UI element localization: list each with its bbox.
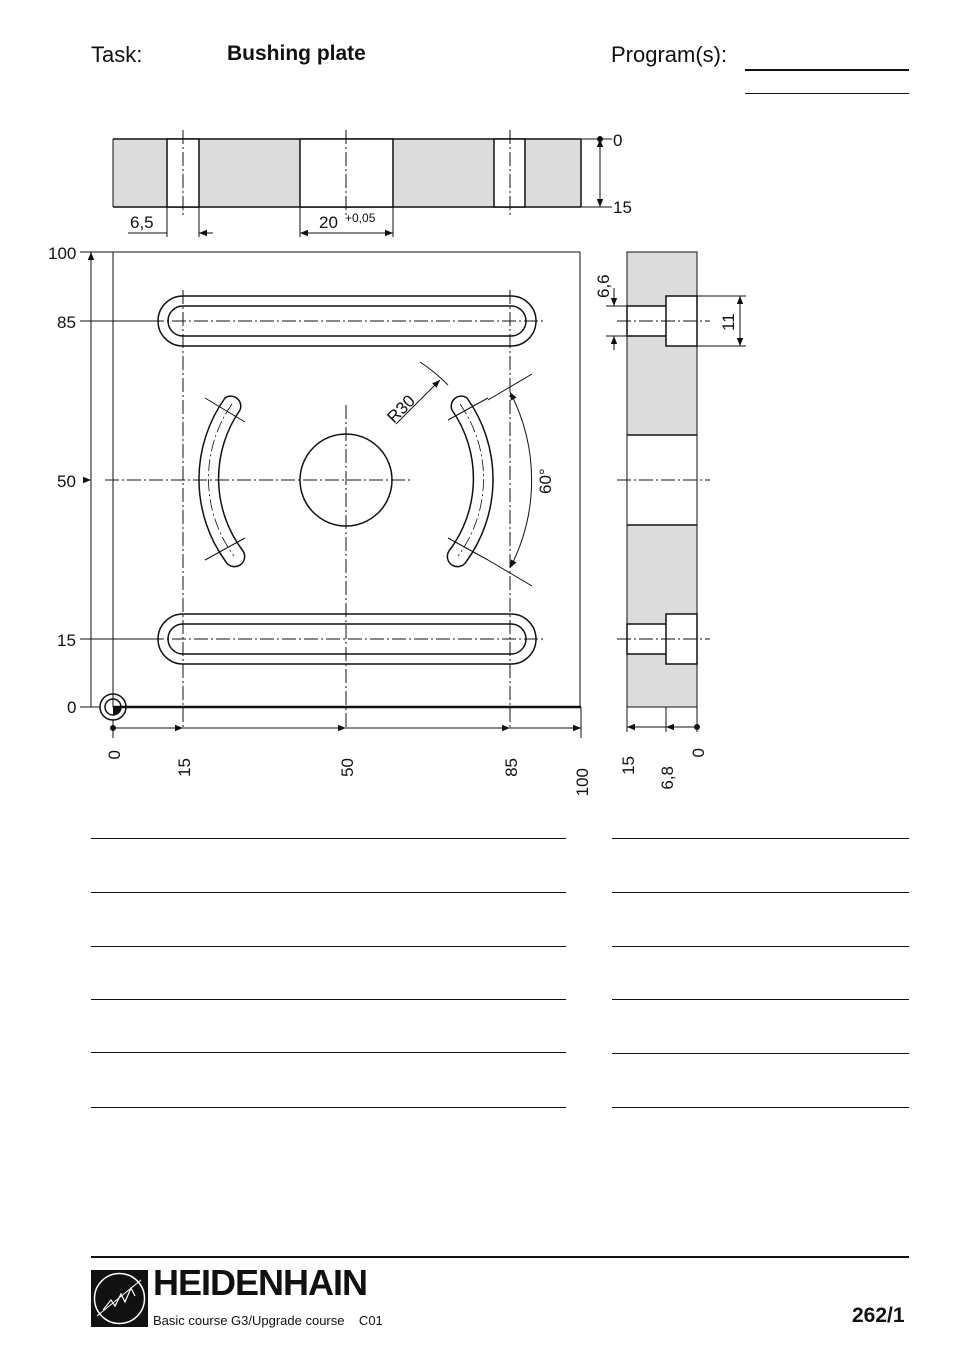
dim-y-100: 100 xyxy=(48,244,77,263)
dim-side-15: 15 xyxy=(619,756,638,775)
task-title: Bushing plate xyxy=(227,42,366,65)
notes-line-right-6[interactable] xyxy=(612,1107,909,1108)
program-label: Program(s): xyxy=(611,42,728,67)
notes-line-left-2[interactable] xyxy=(91,892,566,893)
footer-rule xyxy=(91,1256,909,1258)
notes-line-right-2[interactable] xyxy=(612,892,909,893)
dim-y-15: 15 xyxy=(57,631,76,650)
dim-hole-tolerance: +0,05 xyxy=(345,211,376,225)
front-plan-view xyxy=(100,252,581,730)
notes-line-right-4[interactable] xyxy=(612,999,909,1000)
dim-y-50: 50 xyxy=(57,472,76,491)
brand-name: HEIDENHAIN xyxy=(153,1262,368,1303)
side-section-view xyxy=(617,252,710,707)
dim-y-0: 0 xyxy=(67,698,77,717)
notes-line-left-6[interactable] xyxy=(91,1107,566,1108)
dim-side-6-8: 6,8 xyxy=(658,766,677,790)
dim-side-11: 11 xyxy=(719,313,738,331)
dim-hole-center: 20 xyxy=(319,213,338,232)
notes-line-left-1[interactable] xyxy=(91,838,566,839)
top-section-view xyxy=(113,130,581,216)
dim-top-0: 0 xyxy=(613,131,623,150)
radius-label: R30 xyxy=(383,391,419,427)
notes-line-right-1[interactable] xyxy=(612,838,909,839)
task-label: Task: xyxy=(91,42,143,67)
front-view-dimensions xyxy=(80,252,581,738)
dim-side-6-6: 6,6 xyxy=(594,274,613,298)
dim-x-50: 50 xyxy=(338,758,357,777)
dim-x-0: 0 xyxy=(105,750,124,760)
notes-line-right-3[interactable] xyxy=(612,946,909,947)
notes-line-left-3[interactable] xyxy=(91,946,566,947)
dim-x-85: 85 xyxy=(502,758,521,777)
dim-y-85: 85 xyxy=(57,313,76,332)
heidenhain-logo-icon xyxy=(91,1270,148,1327)
notes-line-left-5[interactable] xyxy=(91,1052,566,1053)
angle-label: 60° xyxy=(536,468,555,494)
dim-x-15: 15 xyxy=(175,758,194,777)
dim-hole-small: 6,5 xyxy=(130,213,154,232)
dim-x-100: 100 xyxy=(573,768,592,797)
dim-top-15: 15 xyxy=(613,198,632,217)
notes-line-left-4[interactable] xyxy=(91,999,566,1000)
course-label: Basic course G3/Upgrade course C01 xyxy=(153,1313,383,1328)
notes-line-right-5[interactable] xyxy=(612,1053,909,1054)
dim-side-0: 0 xyxy=(689,748,708,758)
page-number: 262/1 xyxy=(852,1304,905,1327)
